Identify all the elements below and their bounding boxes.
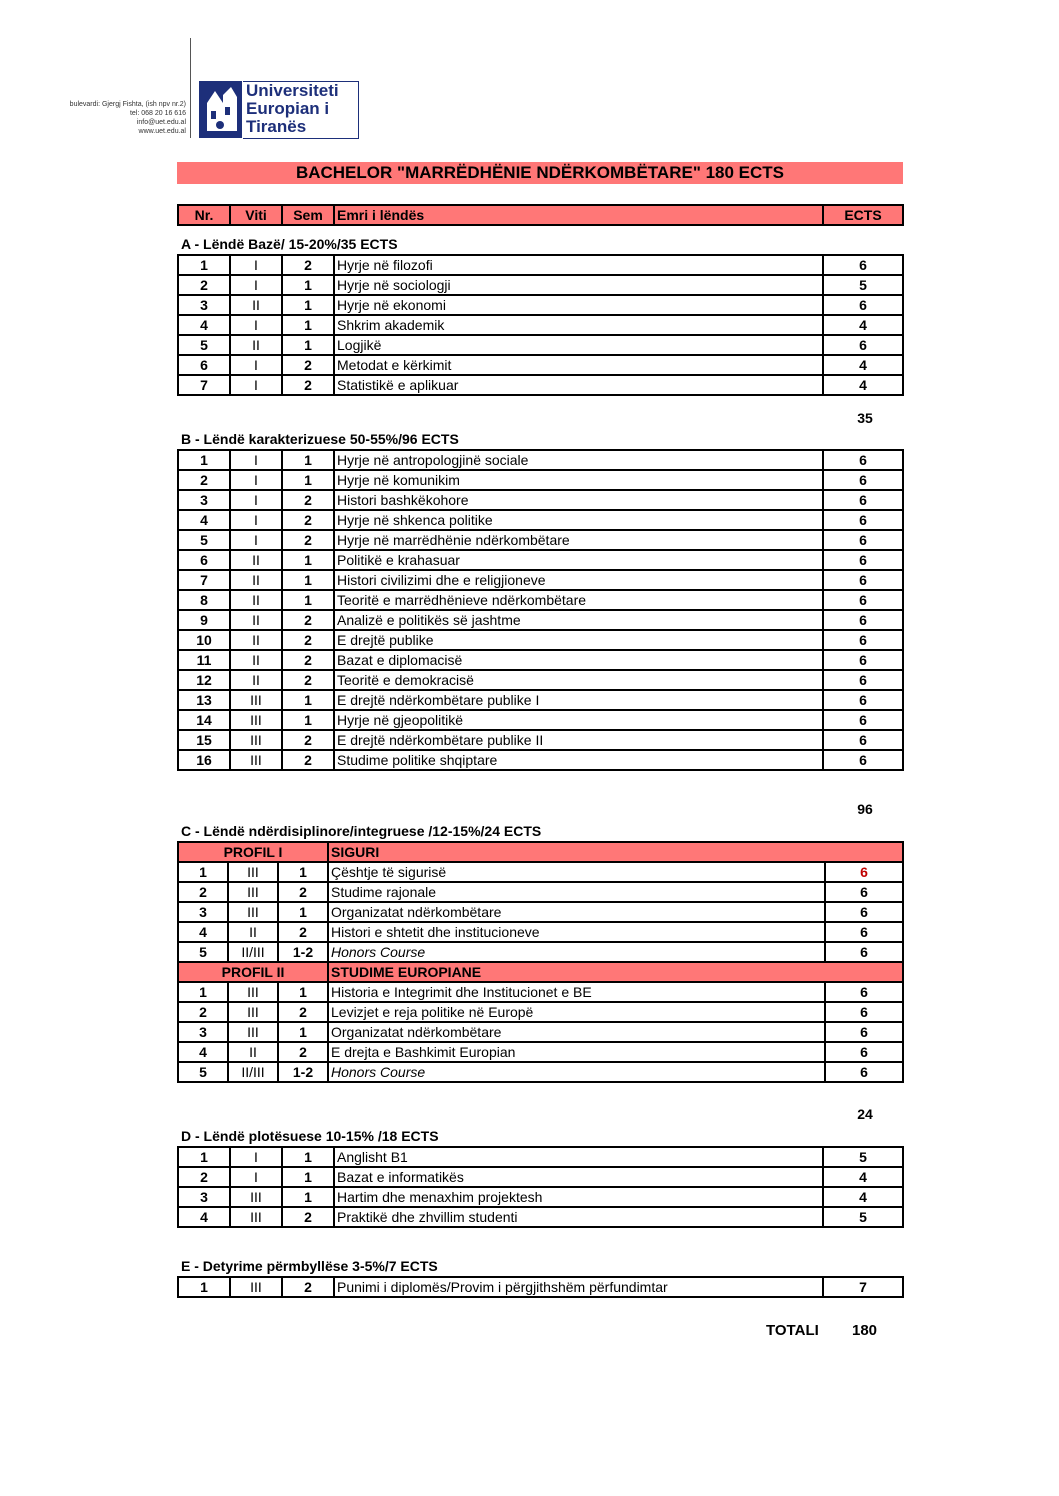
row-sem: 1 [282,470,334,490]
row-sem: 1 [278,1022,328,1042]
row-ects: 6 [823,630,903,650]
profile-name: STUDIME EUROPIANE [328,962,903,982]
profile-row [178,962,903,982]
row-viti: III [230,690,282,710]
row-nr: 4 [178,315,230,335]
table-row [178,610,903,630]
profile-name: SIGURI [328,842,903,862]
row-viti: III [228,1022,278,1042]
address-website: www.uet.edu.al [138,128,186,135]
row-viti: I [230,1147,282,1167]
row-nr: 9 [178,610,230,630]
row-ects: 6 [823,690,903,710]
row-ects: 6 [825,1062,903,1082]
row-nr: 5 [178,530,230,550]
row-ects: 4 [823,1187,903,1207]
row-sem: 2 [282,355,334,375]
row-ects: 6 [825,942,903,962]
row-course-name: Politikë e krahasuar [334,550,823,570]
row-ects: 6 [825,1022,903,1042]
row-ects: 6 [823,255,903,275]
table-row [178,1002,903,1022]
row-sem: 2 [278,882,328,902]
row-ects: 6 [823,570,903,590]
row-course-name: Studime politike shqiptare [334,750,823,770]
header-divider [190,38,191,138]
table-row [178,375,903,395]
table-row [178,670,903,690]
row-sem: 2 [278,1042,328,1062]
row-course-name: Studime rajonale [328,882,825,902]
row-course-name: Levizjet e reja politike në Europë [328,1002,825,1022]
row-ects: 6 [823,710,903,730]
row-viti: I [230,450,282,470]
row-course-name: E drejta e Bashkimit Europian [328,1042,825,1062]
column-header-row [178,205,903,225]
row-viti: III [230,1187,282,1207]
row-nr: 3 [178,1022,228,1042]
row-viti: I [230,375,282,395]
row-course-name: E drejtë ndërkombëtare publike I [334,690,823,710]
col-sem: Sem [282,205,334,225]
row-nr: 16 [178,750,230,770]
row-nr: 6 [178,550,230,570]
table-row [178,590,903,610]
row-course-name: Hyrje në sociologji [334,275,823,295]
table-row [178,650,903,670]
row-nr: 8 [178,590,230,610]
row-course-name: Organizatat ndërkombëtare [328,1022,825,1042]
logo-text [246,82,339,136]
row-ects: 6 [825,1002,903,1022]
row-viti: III [230,710,282,730]
row-nr: 1 [178,1147,230,1167]
row-viti: I [230,255,282,275]
column-header-table [177,204,904,226]
row-course-name: Anglisht B1 [334,1147,823,1167]
table-row [178,862,903,882]
row-nr: 3 [178,1187,230,1207]
row-viti: II [230,590,282,610]
table-row [178,275,903,295]
table-row [178,355,903,375]
section-c-total: 24 [857,1106,873,1122]
row-ects: 6 [825,862,903,882]
row-sem: 2 [282,1277,334,1297]
col-name: Emri i lëndës [334,205,823,225]
logo-line-1: Universiteti [246,81,339,100]
row-nr: 6 [178,355,230,375]
row-nr: 5 [178,942,228,962]
row-course-name: Histori e shtetit dhe institucioneve [328,922,825,942]
row-sem: 1 [278,982,328,1002]
row-nr: 3 [178,902,228,922]
table-row [178,490,903,510]
row-sem: 2 [282,255,334,275]
row-viti: I [230,470,282,490]
row-viti: II [228,1042,278,1062]
profile-row [178,842,903,862]
row-sem: 2 [282,1207,334,1227]
row-nr: 4 [178,510,230,530]
table-row [178,630,903,650]
row-nr: 2 [178,1002,228,1022]
row-viti: I [230,530,282,550]
row-course-name: Bazat e informatikës [334,1167,823,1187]
col-viti: Viti [230,205,282,225]
row-course-name: Honors Course [328,942,825,962]
row-viti: I [230,275,282,295]
address-email: info@uet.edu.al [136,119,186,126]
row-ects: 5 [823,1207,903,1227]
row-sem: 1-2 [278,942,328,962]
row-sem: 1 [282,570,334,590]
row-sem: 2 [282,730,334,750]
section-c-table [177,841,904,1083]
row-ects: 6 [823,490,903,510]
table-row [178,570,903,590]
row-sem: 2 [278,922,328,942]
row-viti: II [230,295,282,315]
row-viti: II/III [228,942,278,962]
row-sem: 1 [282,1147,334,1167]
row-nr: 11 [178,650,230,670]
table-row [178,1147,903,1167]
row-sem: 1 [282,450,334,470]
row-ects: 6 [823,750,903,770]
table-row [178,710,903,730]
section-d-table [177,1146,904,1228]
row-nr: 1 [178,1277,230,1297]
address-street: bulevardi: Gjergj Fishta, (ish npv nr.2) [69,101,186,108]
logo-line-3: Tiranës [246,117,307,136]
row-viti: III [230,1207,282,1227]
row-ects: 6 [823,335,903,355]
row-course-name: Hyrje në antropologjinë sociale [334,450,823,470]
row-viti: II [230,610,282,630]
row-sem: 2 [282,610,334,630]
row-viti: III [228,1002,278,1022]
row-sem: 1 [282,710,334,730]
row-course-name: Statistikë e aplikuar [334,375,823,395]
row-viti: III [228,862,278,882]
row-nr: 2 [178,882,228,902]
row-sem: 2 [282,630,334,650]
row-sem: 2 [282,510,334,530]
total-value: 180 [852,1322,878,1339]
table-row [178,255,903,275]
row-viti: III [230,730,282,750]
row-ects: 6 [823,650,903,670]
row-viti: I [230,490,282,510]
table-row [178,295,903,315]
row-course-name: Metodat e kërkimit [334,355,823,375]
table-row [178,1277,903,1297]
row-course-name: Çështje të sigurisë [328,862,825,882]
row-ects: 6 [823,550,903,570]
row-viti: I [230,315,282,335]
row-sem: 1 [278,902,328,922]
row-course-name: Historia e Integrimit dhe Institucionet e BE [328,982,825,1002]
university-address [40,100,186,136]
row-viti: III [228,982,278,1002]
row-course-name: Punimi i diplomës/Provim i përgjithshëm përfundimtar [334,1277,823,1297]
row-course-name: Hyrje në gjeopolitikë [334,710,823,730]
row-course-name: E drejtë ndërkombëtare publike II [334,730,823,750]
table-row [178,882,903,902]
section-a-total: 35 [857,410,873,426]
row-sem: 1 [282,295,334,315]
row-nr: 7 [178,375,230,395]
row-course-name: Hyrje në ekonomi [334,295,823,315]
row-sem: 1 [282,550,334,570]
table-row [178,902,903,922]
row-nr: 2 [178,1167,230,1187]
row-viti: II [230,650,282,670]
profile-label: PROFIL I [178,842,328,862]
row-sem: 1 [282,690,334,710]
col-nr: Nr. [178,205,230,225]
row-course-name: Hyrje në shkenca politike [334,510,823,530]
table-row [178,550,903,570]
row-course-name: Logjikë [334,335,823,355]
table-row [178,1167,903,1187]
table-row [178,982,903,1002]
row-nr: 1 [178,862,228,882]
table-row [178,510,903,530]
section-a-title: A - Lëndë Bazë/ 15-20%/35 ECTS [181,236,398,252]
row-viti: III [228,902,278,922]
table-row [178,530,903,550]
university-logo [199,81,359,138]
row-nr: 4 [178,1207,230,1227]
address-phone: tel: 068 20 16 616 [129,110,186,117]
row-course-name: Hyrje në komunikim [334,470,823,490]
row-viti: II [230,550,282,570]
section-e-title: E - Detyrime përmbyllëse 3-5%/7 ECTS [181,1258,438,1274]
row-sem: 1 [282,335,334,355]
row-course-name: Hyrje në filozofi [334,255,823,275]
row-ects: 6 [825,902,903,922]
row-nr: 1 [178,982,228,1002]
row-nr: 14 [178,710,230,730]
row-viti: I [230,510,282,530]
table-row [178,922,903,942]
row-nr: 13 [178,690,230,710]
row-nr: 12 [178,670,230,690]
row-ects: 6 [825,982,903,1002]
row-viti: III [228,882,278,902]
row-ects: 6 [823,730,903,750]
profile-label: PROFIL II [178,962,328,982]
row-nr: 10 [178,630,230,650]
row-course-name: Analizë e politikës së jashtme [334,610,823,630]
row-viti: I [230,1167,282,1187]
row-ects: 6 [823,590,903,610]
section-b-total: 96 [857,801,873,817]
row-ects: 4 [823,315,903,335]
table-row [178,1042,903,1062]
row-ects: 6 [823,295,903,315]
table-row [178,1187,903,1207]
row-sem: 2 [282,490,334,510]
row-viti: I [230,355,282,375]
logo-emblem-icon [199,81,242,138]
row-nr: 2 [178,470,230,490]
row-sem: 1-2 [278,1062,328,1082]
section-e-table [177,1276,904,1298]
row-nr: 4 [178,922,228,942]
row-sem: 2 [278,1002,328,1022]
row-course-name: E drejtë publike [334,630,823,650]
row-viti: II [230,335,282,355]
row-nr: 1 [178,255,230,275]
row-nr: 3 [178,295,230,315]
row-nr: 4 [178,1042,228,1062]
row-sem: 2 [282,375,334,395]
section-c-title: C - Lëndë ndërdisiplinore/integruese /12-15%/24 ECTS [181,823,542,839]
table-row [178,450,903,470]
table-row [178,1022,903,1042]
program-title: BACHELOR "MARRËDHËNIE NDËRKOMBËTARE" 180 ECTS [177,162,903,184]
row-nr: 1 [178,450,230,470]
row-sem: 1 [282,1167,334,1187]
section-b-title: B - Lëndë karakterizuese 50-55%/96 ECTS [181,431,459,447]
row-course-name: Honors Course [328,1062,825,1082]
row-ects: 4 [823,375,903,395]
row-course-name: Shkrim akademik [334,315,823,335]
section-b-table [177,449,904,771]
row-sem: 1 [282,315,334,335]
row-ects: 5 [823,1147,903,1167]
row-course-name: Teoritë e demokracisë [334,670,823,690]
table-row [178,1207,903,1227]
row-sem: 2 [282,670,334,690]
table-row [178,470,903,490]
row-ects: 6 [823,610,903,630]
row-sem: 1 [282,1187,334,1207]
row-nr: 5 [178,1062,228,1082]
row-viti: II [230,630,282,650]
row-viti: II [228,922,278,942]
row-ects: 6 [825,1042,903,1062]
col-ects: ECTS [823,205,903,225]
row-sem: 1 [282,590,334,610]
row-viti: III [230,1277,282,1297]
row-ects: 6 [823,670,903,690]
row-course-name: Hyrje në marrëdhënie ndërkombëtare [334,530,823,550]
table-row [178,730,903,750]
logo-line-2: Europian i [246,99,330,118]
row-ects: 6 [823,450,903,470]
row-sem: 1 [282,275,334,295]
row-nr: 3 [178,490,230,510]
table-row [178,315,903,335]
row-sem: 1 [278,862,328,882]
row-sem: 2 [282,530,334,550]
row-course-name: Bazat e diplomacisë [334,650,823,670]
row-course-name: Hartim dhe menaxhim projektesh [334,1187,823,1207]
table-row [178,690,903,710]
row-ects: 6 [825,922,903,942]
section-d-title: D - Lëndë plotësuese 10-15% /18 ECTS [181,1128,439,1144]
row-viti: III [230,750,282,770]
row-ects: 4 [823,355,903,375]
row-ects: 4 [823,1167,903,1187]
row-viti: II [230,670,282,690]
row-nr: 2 [178,275,230,295]
row-course-name: Histori bashkëkohore [334,490,823,510]
table-row [178,1062,903,1082]
row-ects: 6 [823,530,903,550]
row-ects: 6 [825,882,903,902]
row-ects: 5 [823,275,903,295]
row-viti: II [230,570,282,590]
row-sem: 2 [282,650,334,670]
table-row [178,335,903,355]
section-a-table [177,254,904,396]
row-sem: 2 [282,750,334,770]
row-ects: 6 [823,510,903,530]
table-row [178,750,903,770]
row-ects: 6 [823,470,903,490]
row-nr: 7 [178,570,230,590]
row-course-name: Teoritë e marrëdhënieve ndërkombëtare [334,590,823,610]
total-label: TOTALI [766,1322,819,1339]
row-nr: 15 [178,730,230,750]
row-viti: II/III [228,1062,278,1082]
row-course-name: Praktikë dhe zhvillim studenti [334,1207,823,1227]
row-course-name: Histori civilizimi dhe e religjioneve [334,570,823,590]
row-course-name: Organizatat ndërkombëtare [328,902,825,922]
table-row [178,942,903,962]
row-ects: 7 [823,1277,903,1297]
row-nr: 5 [178,335,230,355]
